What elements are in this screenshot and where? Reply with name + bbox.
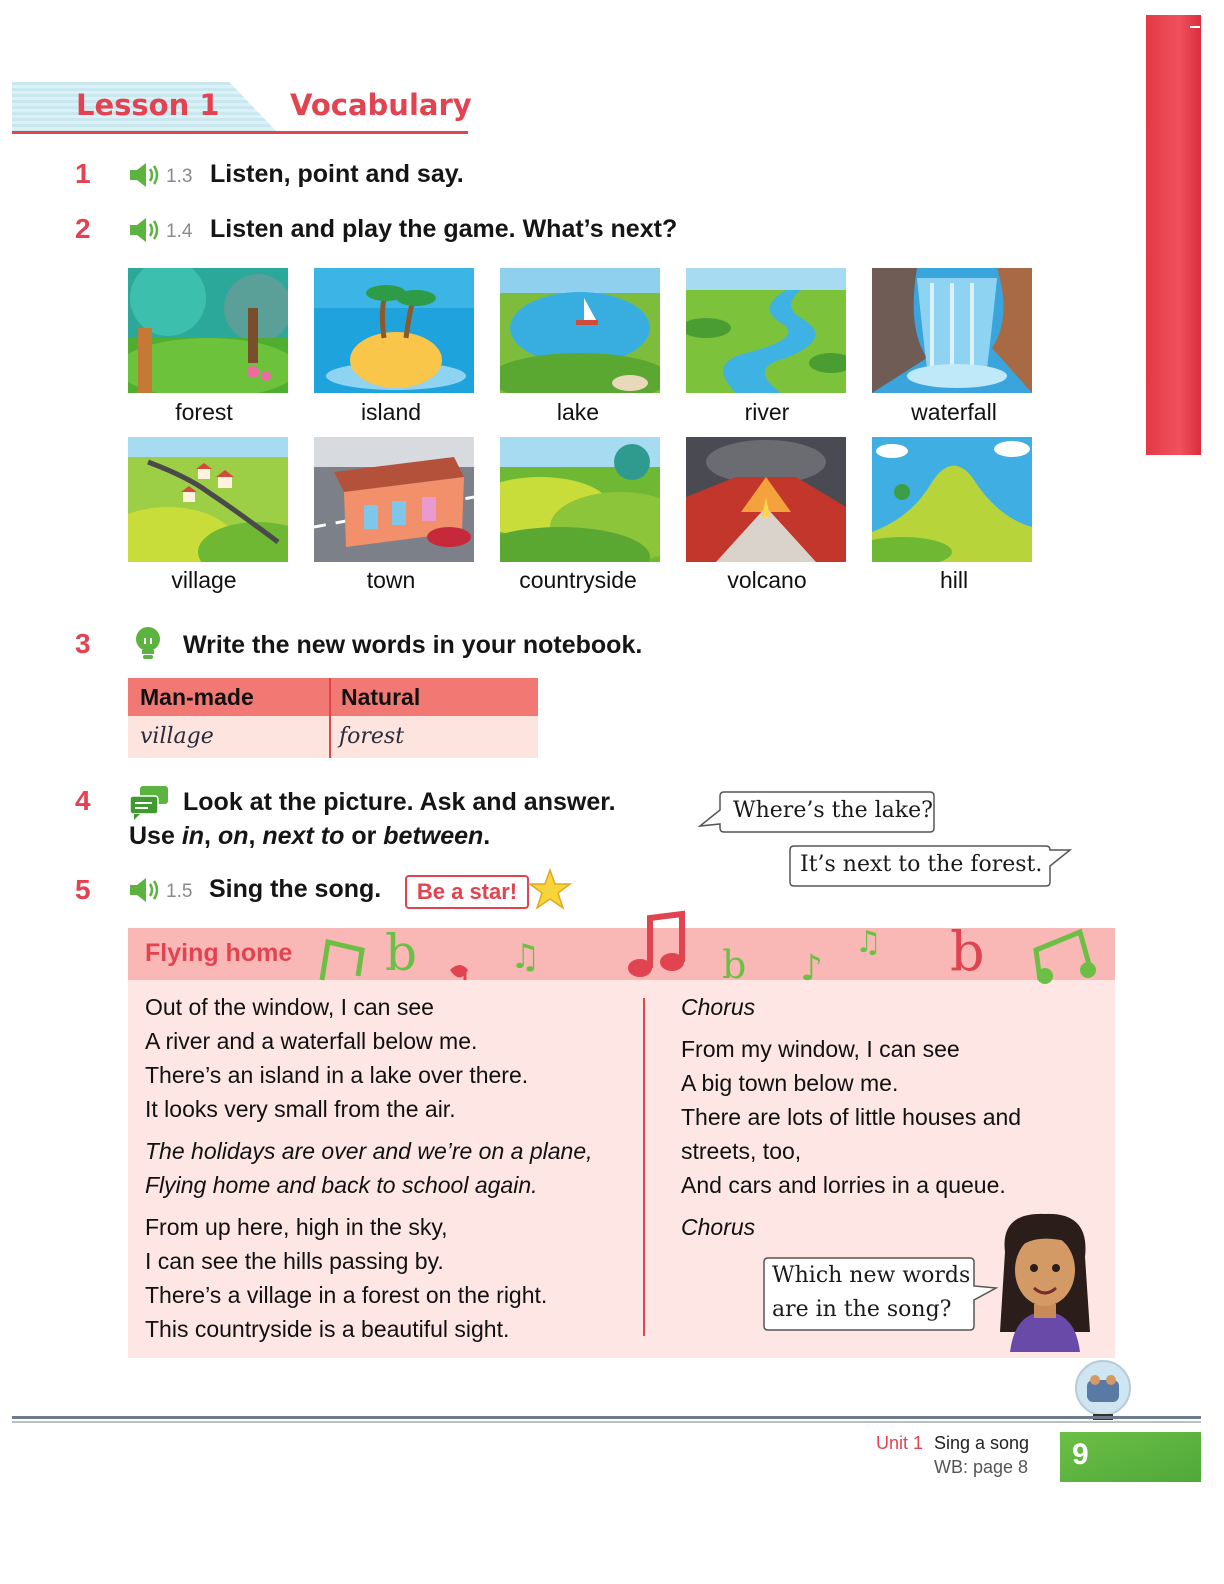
- vocab-word: village: [171, 567, 237, 593]
- activity-2-instruction: Listen and play the game. What’s next?: [210, 215, 678, 243]
- table-header-natural: Natural: [341, 684, 421, 710]
- svg-text:♪: ♪: [800, 948, 823, 989]
- lyric-line: From up here, high in the sky,: [145, 1214, 448, 1240]
- vocab-word: lake: [556, 399, 600, 425]
- speaker-icon[interactable]: [128, 875, 164, 909]
- vocab-word: volcano: [727, 567, 807, 593]
- lyric-line: I can see the hills passing by.: [145, 1248, 444, 1274]
- song-title: Flying home: [145, 939, 293, 967]
- lyric-line: Flying home and back to school again.: [145, 1172, 538, 1198]
- activity-4-number: 4: [75, 785, 91, 816]
- lyric-line: There’s a village in a forest on the right.: [145, 1282, 548, 1308]
- activity-2-number: 2: [75, 213, 91, 244]
- girl-bubble-line: Which new words: [772, 1263, 971, 1288]
- countryside-picture[interactable]: [500, 437, 660, 562]
- activity-1-instruction: Listen, point and say.: [210, 160, 464, 188]
- footer-rule-light: [12, 1421, 1201, 1423]
- activity-1-number: 1: [75, 158, 91, 189]
- vocab-word: island: [360, 399, 422, 425]
- activity-4-use-line: Use in, on, next to or between.: [129, 822, 491, 850]
- lyric-line: Out of the window, I can see: [145, 994, 434, 1020]
- activity-4-instruction: Look at the picture. Ask and answer.: [183, 788, 616, 816]
- lyric-chorus: Chorus: [681, 1214, 756, 1240]
- question-text: Where’s the lake?: [733, 798, 933, 823]
- island-picture[interactable]: [314, 268, 474, 393]
- audio-track-5: 1.5: [166, 881, 193, 902]
- lyric-line: And cars and lorries in a queue.: [681, 1172, 1006, 1198]
- activity-5-instruction: Sing the song.: [209, 875, 382, 903]
- vocab-word: countryside: [519, 567, 637, 593]
- lyric-line: It looks very small from the air.: [145, 1096, 456, 1122]
- lyric-line: A big town below me.: [681, 1070, 899, 1096]
- vocab-word: town: [366, 567, 416, 593]
- footer-workbook-ref: WB: page 8: [934, 1457, 1029, 1477]
- table-cell: village: [140, 724, 214, 749]
- audio-track-1: 1.3: [166, 166, 193, 187]
- lake-picture[interactable]: [500, 268, 660, 393]
- side-band: [1146, 15, 1201, 455]
- footer-unit-title: Sing a song: [934, 1433, 1030, 1453]
- footer-rule: [12, 1416, 1201, 1419]
- speaker-icon[interactable]: [128, 215, 164, 249]
- svg-text:♫: ♫: [855, 925, 882, 960]
- lyric-line: There’s an island in a lake over there.: [145, 1062, 529, 1088]
- footer-unit: Unit 1: [876, 1433, 924, 1453]
- village-picture[interactable]: [128, 437, 288, 562]
- audio-track-2: 1.4: [166, 221, 193, 242]
- town-picture[interactable]: [314, 437, 474, 562]
- forest-picture[interactable]: [128, 268, 288, 393]
- river-picture[interactable]: [686, 268, 846, 393]
- speaker-icon[interactable]: [128, 160, 164, 194]
- vocab-word: waterfall: [911, 399, 997, 425]
- lyric-line: There are lots of little houses and: [681, 1104, 1022, 1130]
- table-header-manmade: Man-made: [140, 684, 254, 710]
- vocab-word: river: [744, 399, 790, 425]
- lesson-label: Lesson 1: [76, 88, 220, 122]
- girl-bubble-line: are in the song?: [772, 1297, 952, 1322]
- star-icon: [528, 868, 572, 916]
- svg-text:b: b: [950, 920, 985, 983]
- music-notes-decoration: [310, 910, 1110, 999]
- lyric-line: The holidays are over and we’re on a plane,: [145, 1138, 593, 1164]
- activity-5-number: 5: [75, 874, 91, 905]
- lyric-line: A river and a waterfall below me.: [145, 1028, 478, 1054]
- hill-picture[interactable]: [872, 437, 1032, 562]
- speech-bubbles-icon: [128, 784, 170, 824]
- activity-3-instruction: Write the new words in your notebook.: [183, 631, 643, 659]
- girl-character: [990, 1212, 1100, 1356]
- volcano-picture[interactable]: [686, 437, 846, 562]
- waterfall-picture[interactable]: [872, 268, 1032, 393]
- song-divider: [643, 998, 645, 1336]
- lyric-line: From my window, I can see: [681, 1036, 960, 1062]
- lyric-line: streets, too,: [681, 1138, 802, 1164]
- vocab-word: forest: [175, 399, 233, 425]
- svg-text:b: b: [722, 943, 747, 987]
- page-title: Vocabulary: [290, 88, 472, 122]
- activity-3-number: 3: [75, 628, 91, 659]
- lyric-chorus: Chorus: [681, 994, 756, 1020]
- be-a-star-badge: Be a star!: [405, 875, 529, 909]
- header-underline: [12, 131, 468, 134]
- lyric-line: This countryside is a beautiful sight.: [145, 1316, 510, 1342]
- side-band-tick: [1190, 26, 1200, 28]
- words-table: [128, 678, 538, 758]
- svg-text:♫: ♫: [510, 937, 541, 977]
- table-cell: forest: [339, 724, 405, 749]
- vocab-word: hill: [939, 567, 969, 593]
- svg-text:b: b: [385, 924, 418, 982]
- table-divider: [329, 678, 331, 758]
- page-number: 9: [1072, 1438, 1089, 1471]
- answer-text: It’s next to the forest.: [800, 852, 1043, 877]
- lightbulb-icon: [132, 626, 164, 666]
